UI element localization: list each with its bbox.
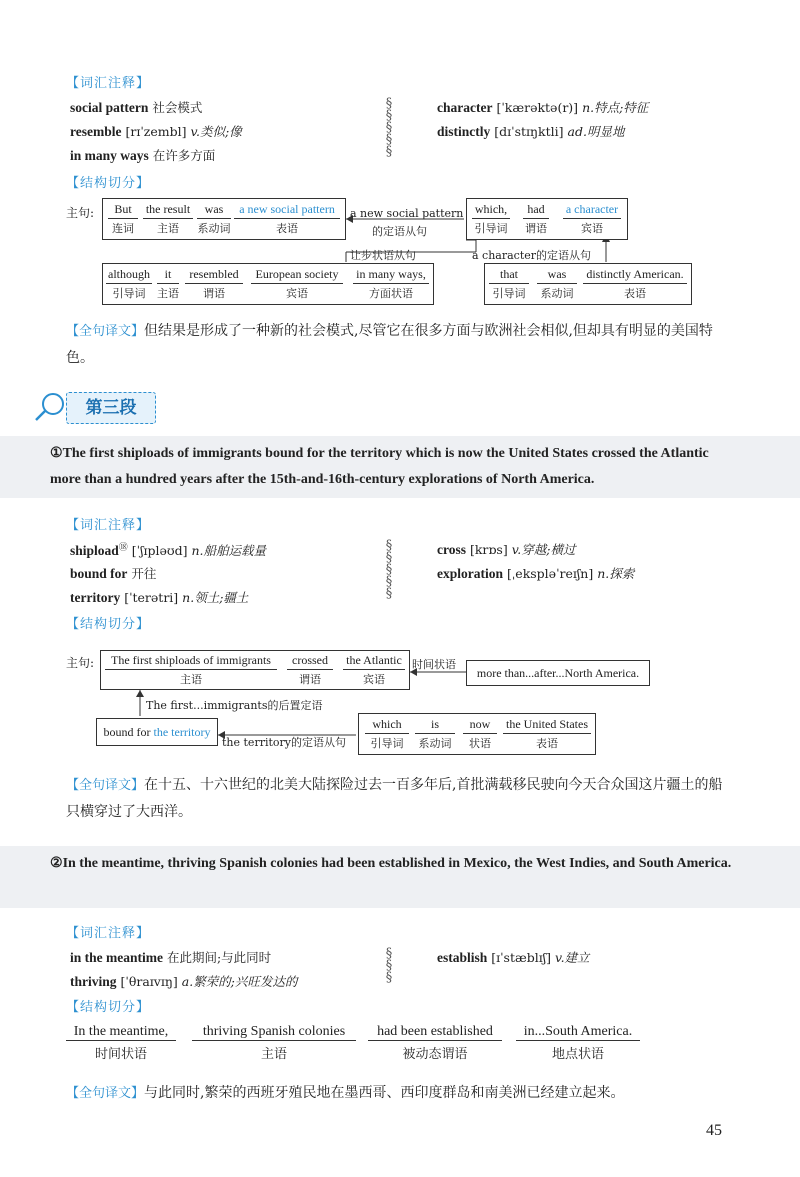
- main-clause-box: [100, 650, 410, 690]
- relative-clause-label: a character的定语从句: [472, 249, 592, 262]
- vocab-tag: 【词汇注释】: [66, 926, 151, 941]
- translation: 【全句译文】在十五、十六世纪的北美大陆探险过去一百多年后,首批满载移民驶向今天合众国这片疆土的船只横穿过了大西洋。: [66, 777, 723, 820]
- time-adverbial-label: 时间状语: [412, 658, 456, 671]
- segment: is 系动词: [415, 717, 455, 751]
- segment: was 系动词: [537, 267, 577, 301]
- wavy-divider: § § § § §: [385, 538, 393, 601]
- segment: in many ways, 方面状语: [353, 267, 429, 301]
- section-heading-box: [66, 392, 156, 424]
- segment: distinctly American. 表语: [583, 267, 687, 301]
- segment: a character 宾语: [563, 202, 621, 236]
- translation: 【全句译文】但结果是形成了一种新的社会模式,尽管它在很多方面与欧洲社会相似,但却具有明显的美国特色。: [66, 323, 713, 366]
- wavy-divider: § § §: [385, 946, 393, 985]
- segment: thriving Spanish colonies 主语: [192, 1024, 356, 1062]
- segment: the result 主语: [143, 202, 193, 236]
- vocab-tag: 【词汇注释】: [66, 518, 151, 533]
- vocab-item: territory [ˈterətri] n.领土;疆土: [70, 590, 249, 605]
- vocab-item: cross [krɒs] v.穿越;横过: [437, 542, 576, 557]
- vocab-item: thriving [ˈθraɪvɪŋ] a.繁荣的;兴旺发达的: [70, 974, 298, 989]
- relative-clause-label: 的定语从句: [372, 225, 427, 238]
- page-number: 45: [706, 1122, 722, 1139]
- segment: although 引导词: [108, 267, 150, 300]
- concessive-clause-box: [102, 263, 434, 305]
- relative-clause-box: [358, 713, 596, 755]
- vocab-item: shipload⑱ [ˈʃɪpləʊd] n.船舶运载量: [70, 543, 267, 559]
- segment: The first shiploads of immigrants 主语: [105, 653, 277, 687]
- concessive-label: 让步状语从句: [350, 249, 416, 262]
- struct-tag: 【结构切分】: [66, 617, 151, 632]
- segment: But 连词: [108, 202, 138, 236]
- time-adverbial-box: [466, 660, 650, 686]
- segment: now 状语: [463, 717, 497, 751]
- segment: crossed 谓语: [287, 653, 333, 687]
- wavy-divider: § § § § §: [385, 96, 393, 159]
- segment: which 引导词: [365, 717, 409, 751]
- bound-for-box: [96, 718, 218, 746]
- vocab-item: character [ˈkærəktə(r)] n.特点;特征: [437, 100, 649, 115]
- main-clause-box: [102, 198, 346, 240]
- relative-clause-box: [484, 263, 692, 305]
- segment: the United States 表语: [503, 717, 591, 751]
- vocab-item: in the meantime 在此期间;与此同时: [70, 950, 272, 965]
- relative-clause-label: the territory的定语从句: [222, 736, 346, 749]
- segment: which, 引导词: [472, 202, 510, 236]
- main-clause-label: 主句:: [66, 206, 95, 220]
- segment: had been established 被动态谓语: [368, 1024, 502, 1062]
- relative-clause-box: [466, 198, 628, 240]
- vocab-item: exploration [ˌekspləˈreɪʃn] n.探索: [437, 566, 635, 581]
- segment: in...South America. 地点状语: [516, 1024, 640, 1062]
- vocab-item: distinctly [dɪˈstɪŋktli] ad.明显地: [437, 124, 625, 139]
- segment: In the meantime, 时间状语: [66, 1024, 176, 1062]
- segment: that 引导词: [489, 267, 529, 301]
- sentence: ①The first shiploads of immigrants bound for the territory which is now the United States crossed the Atlantic more than a hundred years after the 15th-and-16th-century explorations of North America.: [50, 446, 709, 487]
- segment: the Atlantic 宾语: [343, 653, 405, 687]
- bound-for-text: bound for the territory: [103, 725, 211, 739]
- postmodifier-label: The first...immigrants的后置定语: [146, 699, 323, 712]
- sentence: ②In the meantime, thriving Spanish colonies had been established in Mexico, the West Indies, and South America.: [50, 856, 732, 871]
- segment: a new social pattern 表语: [234, 202, 340, 236]
- vocab-tag: 【词汇注释】: [66, 76, 151, 91]
- struct-tag: 【结构切分】: [66, 176, 151, 191]
- segment: resembled 谓语: [185, 267, 243, 301]
- vocab-item: in many ways 在许多方面: [70, 148, 216, 163]
- vocab-item: bound for 开往: [70, 566, 157, 581]
- vocab-item: social pattern 社会模式: [70, 100, 203, 115]
- vocab-item: establish [ɪˈstæblɪʃ] v.建立: [437, 950, 590, 965]
- main-clause-label: 主句:: [66, 656, 95, 670]
- segment: it 主语: [157, 267, 179, 300]
- magnifier-icon: [34, 392, 68, 426]
- segment: was 系动词: [197, 202, 231, 235]
- relative-clause-label: a new social pattern: [350, 207, 464, 220]
- struct-tag: 【结构切分】: [66, 1000, 151, 1015]
- section-title: 第三段: [85, 398, 137, 418]
- segment: European society 宾语: [251, 267, 343, 301]
- segment: had 谓语: [525, 202, 547, 235]
- translation: 【全句译文】与此同时,繁荣的西班牙殖民地在墨西哥、西印度群岛和南美洲已经建立起来。: [66, 1085, 625, 1101]
- time-adverbial-text: more than...after...North America.: [476, 666, 640, 680]
- vocab-item: resemble [rɪˈzembl] v.类似;像: [70, 124, 242, 139]
